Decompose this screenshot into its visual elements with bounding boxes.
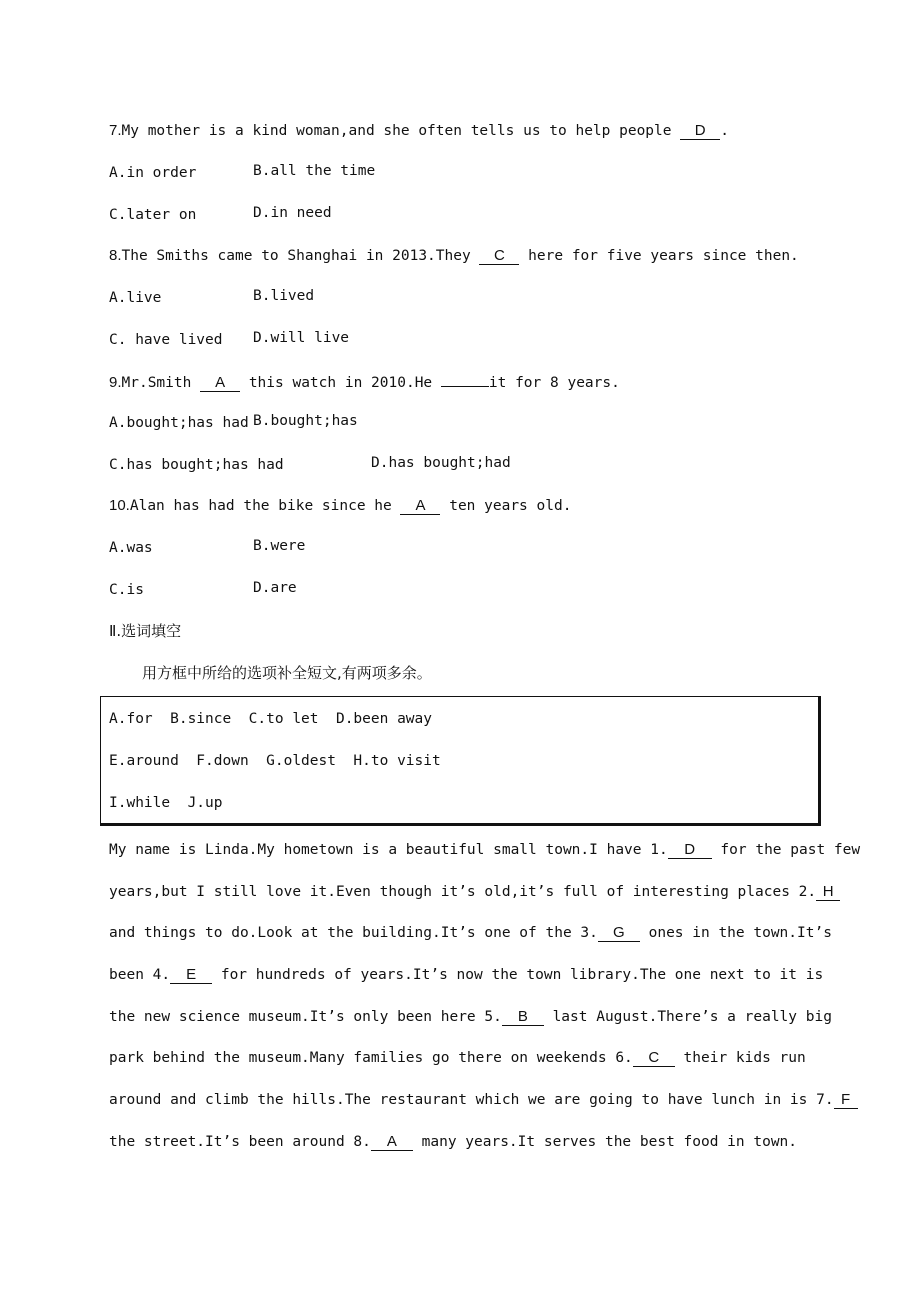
question-number: 7.: [109, 122, 122, 139]
question-text: Alan has had the bike since he: [129, 498, 401, 514]
question-10: [109, 496, 571, 516]
question-8: [109, 246, 799, 266]
question-number: 10.: [109, 497, 130, 514]
answer-blank: F: [834, 1091, 858, 1109]
question-text-end: .: [720, 123, 729, 139]
question-text-end: it for 8 years.: [488, 375, 620, 391]
option: A.bought;has had: [109, 415, 249, 431]
passage-line: [109, 965, 823, 985]
answer-blank: B: [502, 1008, 544, 1026]
passage-text: and things to do.Look at the building.It’s one of the 3.: [109, 925, 598, 941]
option: A.was: [109, 540, 153, 556]
option: D.are: [253, 580, 297, 596]
answer-blank: A: [400, 497, 440, 515]
passage-line: [109, 1007, 832, 1027]
passage-line: [109, 882, 840, 902]
passage-text: last August.There’s a really big: [543, 1009, 832, 1025]
passage-text: for hundreds of years.It’s now the town library.The one next to it is: [212, 967, 824, 983]
passage-text: many years.It serves the best food in town.: [412, 1134, 798, 1150]
question-text: Mr.Smith: [121, 375, 201, 391]
option: B.were: [253, 538, 306, 554]
answer-blank: A: [371, 1133, 413, 1151]
passage-text: years,but I still love it.Even though it’s old,it’s full of interesting places 2.: [109, 884, 817, 900]
passage-text: around and climb the hills.The restaurant which we are going to have lunch in is 7.: [109, 1092, 834, 1108]
empty-blank: [441, 371, 489, 387]
option: B.all the time: [253, 163, 376, 179]
answer-blank: D: [680, 122, 720, 140]
word-bank-box: [100, 696, 821, 826]
option: C.has bought;has had: [109, 457, 284, 473]
option: D.in need: [253, 205, 332, 221]
passage-text: the street.It’s been around 8.: [109, 1134, 371, 1150]
option-row: [109, 288, 161, 308]
question-number: 9.: [109, 374, 122, 391]
option-row: [109, 205, 196, 225]
answer-blank: E: [170, 966, 212, 984]
section-title: Ⅱ.选词填空: [109, 622, 182, 640]
word-bank-row: E.around F.down G.oldest H.to visit: [109, 753, 441, 769]
option: D.will live: [253, 330, 350, 346]
question-7: [109, 121, 729, 141]
option-row: [109, 538, 153, 558]
option: B.lived: [253, 288, 315, 304]
question-text-mid: this watch in 2010.He: [240, 375, 441, 391]
answer-blank: A: [200, 374, 240, 392]
option-row: [109, 330, 223, 350]
question-number: 8.: [109, 247, 122, 264]
passage-line: [109, 840, 860, 860]
question-9: [109, 371, 620, 393]
passage-line: [109, 1090, 858, 1110]
option-row: [109, 580, 144, 600]
answer-blank: C: [479, 247, 519, 265]
option: A.in order: [109, 165, 197, 181]
section-instruction: 用方框中所给的选项补全短文,有两项多余。: [142, 664, 432, 682]
option-row: [109, 413, 249, 433]
passage-text: been 4.: [109, 967, 171, 983]
answer-blank: H: [816, 883, 840, 901]
option: B.bought;has: [253, 413, 358, 429]
option-row: [109, 163, 196, 183]
option: C.later on: [109, 207, 197, 223]
passage-text: their kids run: [674, 1050, 806, 1066]
option: C. have lived: [109, 332, 223, 348]
question-text: My mother is a kind woman,and she often tells us to help people: [121, 123, 681, 139]
passage-text: park behind the museum.Many families go there on weekends 6.: [109, 1050, 633, 1066]
answer-blank: G: [598, 924, 640, 942]
passage-text: ones in the town.It’s: [639, 925, 832, 941]
option: D.has bought;had: [371, 455, 511, 471]
answer-blank: C: [633, 1049, 675, 1067]
passage-text: the new science museum.It’s only been here 5.: [109, 1009, 502, 1025]
question-text-end: ten years old.: [440, 498, 572, 514]
question-text: The Smiths came to Shanghai in 2013.They: [121, 248, 480, 264]
word-bank-row: A.for B.since C.to let D.been away: [109, 711, 433, 727]
passage-line: [109, 1048, 806, 1068]
passage-line: [109, 923, 832, 943]
answer-blank: D: [668, 841, 712, 859]
option-row: [109, 455, 284, 475]
passage-text: for the past few: [711, 842, 861, 858]
question-text-end: here for five years since then.: [519, 248, 799, 264]
passage-line: [109, 1132, 797, 1152]
word-bank-row: I.while J.up: [109, 795, 223, 811]
option: A.live: [109, 290, 162, 306]
passage-text: My name is Linda.My hometown is a beautiful small town.I have 1.: [109, 842, 668, 858]
option: C.is: [109, 582, 144, 598]
